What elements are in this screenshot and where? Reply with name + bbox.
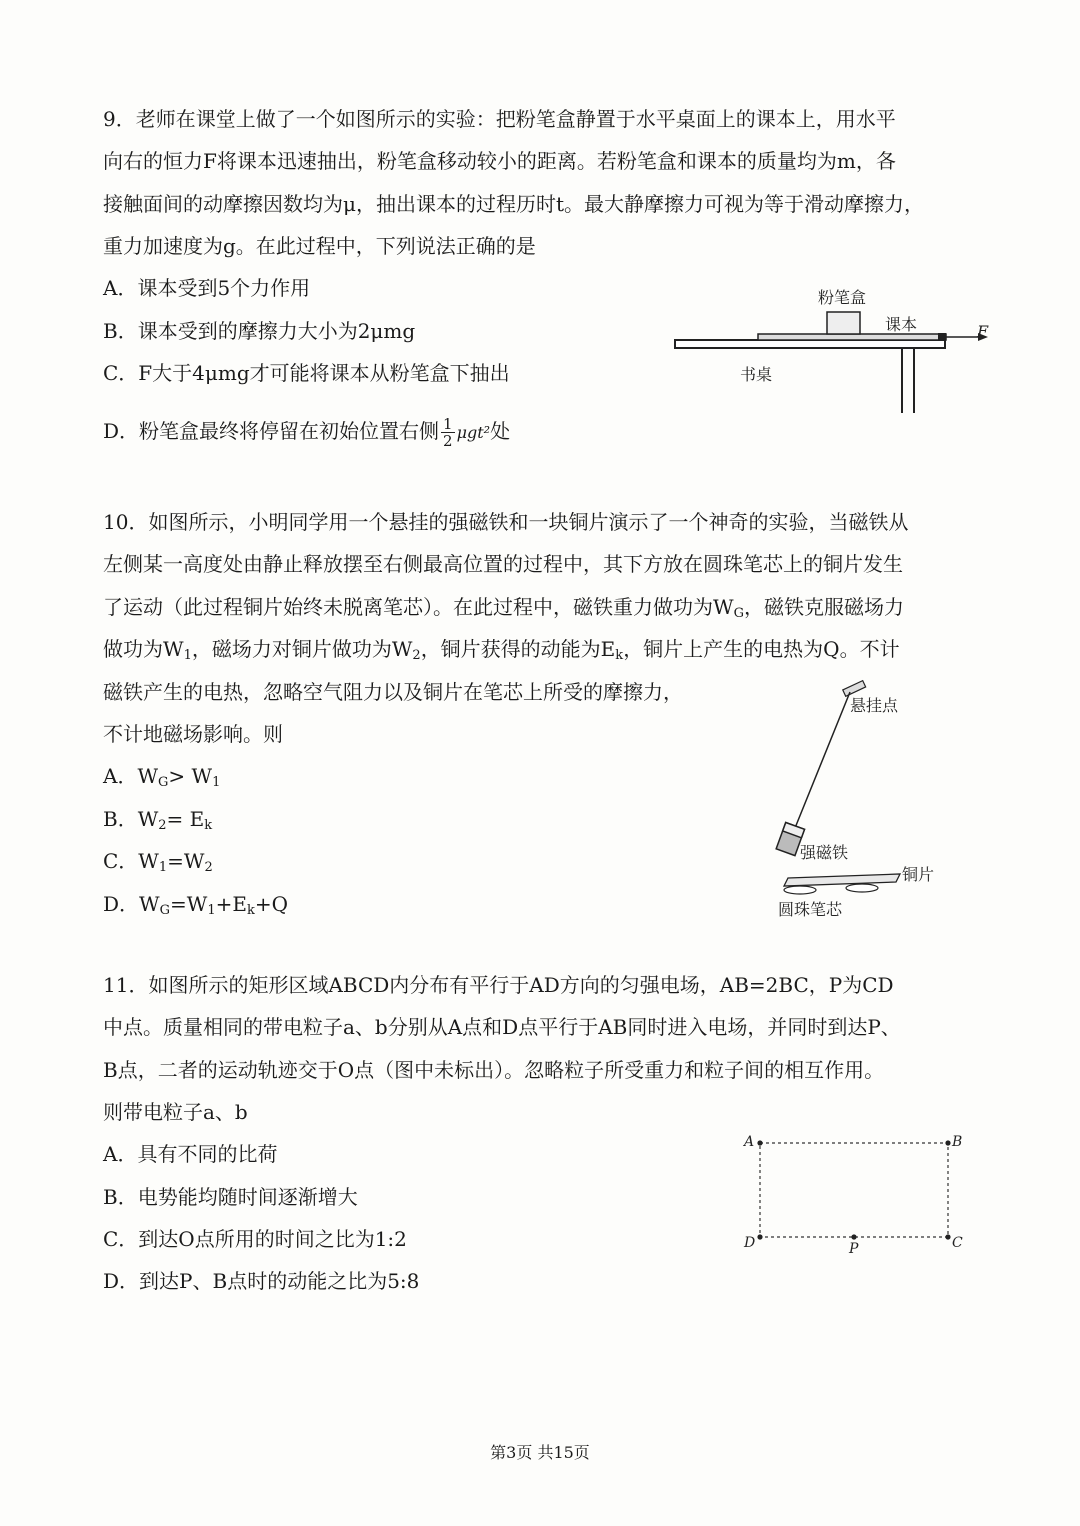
option-text: =W xyxy=(169,892,208,916)
q11-option-b[interactable]: B．电势能均随时间逐渐增大 xyxy=(103,1185,358,1209)
q9-stem-line-2: 向右的恒力F将课本迅速抽出，粉笔盒移动较小的距离。若粉笔盒和课本的质量均为m，各 xyxy=(103,149,896,173)
q10-stem-line-4-a: 做功为W xyxy=(103,637,184,661)
q9-stem-line-3: 接触面间的动摩擦因数均为μ，抽出课本的过程历时t。最大静摩擦力可视为等于滑动摩擦力， xyxy=(103,192,925,216)
option-text: > W xyxy=(168,764,213,788)
pen-refill-right xyxy=(846,884,878,892)
point-c xyxy=(945,1234,950,1239)
pivot-bar xyxy=(843,681,866,697)
subscript: 1 xyxy=(158,860,168,875)
q9-option-b[interactable]: B．课本受到的摩擦力大小为2μmg xyxy=(103,319,416,343)
subscript: 2 xyxy=(158,818,167,833)
option-text: A．W xyxy=(103,764,158,788)
chalk-box xyxy=(827,312,860,334)
q9-option-d[interactable] xyxy=(103,416,510,449)
q10-figure xyxy=(770,680,970,920)
q10-stem-line-6: 不计地磁场影响。则 xyxy=(103,722,283,746)
option-text: +Q xyxy=(254,892,288,916)
q9-option-d-expression: μgt² xyxy=(456,423,491,442)
suspension-string xyxy=(795,692,850,828)
option-text: B．W xyxy=(103,807,159,831)
q9-stem-line-4: 重力加速度为g。在此过程中，下列说法正确的是 xyxy=(103,234,536,258)
q10-label-pivot: 悬挂点 xyxy=(850,696,899,715)
q10-stem-line-4-d: ，铜片上产生的电热为Q。不计 xyxy=(623,637,900,661)
point-a xyxy=(757,1140,762,1145)
q9-label-desk: 书桌 xyxy=(740,365,773,384)
subscript: 1 xyxy=(183,648,192,663)
q11-stem-line-3: B点，二者的运动轨迹交于O点（图中未标出）。忽略粒子所受重力和粒子间的相互作用。 xyxy=(103,1058,885,1082)
q9-label-book: 课本 xyxy=(885,315,918,334)
q11-label-b: B xyxy=(952,1134,963,1150)
q11-label-c: C xyxy=(952,1235,963,1251)
q10-stem-line-5: 磁铁产生的电热，忽略空气阻力以及铜片在笔芯上所受的摩擦力， xyxy=(103,680,683,704)
q10-label-pen: 圆珠笔芯 xyxy=(778,900,843,919)
q10-stem-line-3-b: ，磁铁克服磁场力 xyxy=(743,595,904,619)
fraction-numerator: 1 xyxy=(443,415,453,433)
option-text: = E xyxy=(166,807,205,831)
q10-option-b[interactable] xyxy=(103,806,212,839)
q9-option-d-text: D．粉笔盒最终将停留在初始位置右侧 xyxy=(103,419,440,443)
subscript: 1 xyxy=(207,903,216,918)
q9-stem-line-1: 9．老师在课堂上做了一个如图所示的实验：把粉笔盒静置于水平桌面上的课本上，用水平 xyxy=(103,107,896,131)
q11-label-a: A xyxy=(744,1134,755,1150)
subscript: 2 xyxy=(412,648,421,663)
q10-label-magnet: 强磁铁 xyxy=(800,843,849,862)
subscript: 1 xyxy=(212,775,221,790)
point-b xyxy=(945,1140,950,1145)
option-text: D．W xyxy=(103,892,160,916)
page-footer: 第3页 共15页 xyxy=(490,1443,590,1462)
option-text: +E xyxy=(215,892,247,916)
pen-refill-left xyxy=(784,886,816,894)
q11-stem-line-1: 11．如图所示的矩形区域ABCD内分布有平行于AD方向的匀强电场，AB=2BC，P为CD xyxy=(103,973,894,997)
q10-stem-line-4 xyxy=(103,636,900,669)
copper-plate xyxy=(784,874,900,886)
desk-top xyxy=(675,340,945,348)
q10-stem-line-3-a: 了运动（此过程铜片始终未脱离笔芯）。在此过程中，磁铁重力做功为W xyxy=(103,595,734,619)
q11-option-d[interactable]: D．到达P、B点时的动能之比为5:8 xyxy=(103,1269,420,1293)
subscript: G xyxy=(159,903,170,918)
point-d xyxy=(757,1234,762,1239)
q11-option-a[interactable]: A．具有不同的比荷 xyxy=(103,1142,278,1166)
option-text: C．W xyxy=(103,849,159,873)
q10-stem-line-4-b: ，磁场力对铜片做功为W xyxy=(191,637,413,661)
q9-label-force: F xyxy=(977,322,989,341)
fraction-half xyxy=(441,416,455,449)
subscript: 2 xyxy=(204,860,213,875)
q10-stem-line-1: 10．如图所示，小明同学用一个悬挂的强磁铁和一块铜片演示了一个神奇的实验，当磁铁从 xyxy=(103,510,909,534)
q9-option-a[interactable]: A．课本受到5个力作用 xyxy=(103,276,311,300)
q10-label-copper: 铜片 xyxy=(902,865,935,884)
q10-stem-line-2: 左侧某一高度处由静止释放摆至右侧最高位置的过程中，其下方放在圆珠笔芯上的铜片发生 xyxy=(103,552,903,576)
option-text: =W xyxy=(167,849,205,873)
field-region xyxy=(760,1143,948,1237)
fraction-denominator: 2 xyxy=(443,432,453,450)
point-p xyxy=(851,1234,856,1239)
subscript: G xyxy=(158,775,169,790)
q11-label-p: P xyxy=(849,1241,859,1257)
subscript: k xyxy=(204,818,213,833)
q10-option-d[interactable] xyxy=(103,891,288,924)
book-end xyxy=(938,333,946,341)
subscript: G xyxy=(733,606,744,621)
q11-figure xyxy=(740,1130,970,1255)
q10-stem-line-3 xyxy=(103,594,904,627)
subscript: k xyxy=(615,648,624,663)
q9-label-chalk-box: 粉笔盒 xyxy=(818,288,867,307)
q10-stem-line-4-c: ，铜片获得的动能为E xyxy=(420,637,616,661)
subscript: k xyxy=(246,903,255,918)
q10-option-c[interactable] xyxy=(103,848,213,881)
q11-label-d: D xyxy=(744,1235,756,1251)
book xyxy=(758,334,946,340)
q11-option-c[interactable]: C．到达O点所用的时间之比为1:2 xyxy=(103,1227,407,1251)
q9-option-d-suffix: 处 xyxy=(490,419,511,443)
q9-option-c[interactable]: C．F大于4μmg才可能将课本从粉笔盒下抽出 xyxy=(103,361,510,385)
q11-stem-line-4: 则带电粒子a、b xyxy=(103,1100,248,1124)
q11-stem-line-2: 中点。质量相同的带电粒子a、b分别从A点和D点平行于AB同时进入电场，并同时到达P、 xyxy=(103,1015,901,1039)
q10-option-a[interactable] xyxy=(103,763,220,796)
